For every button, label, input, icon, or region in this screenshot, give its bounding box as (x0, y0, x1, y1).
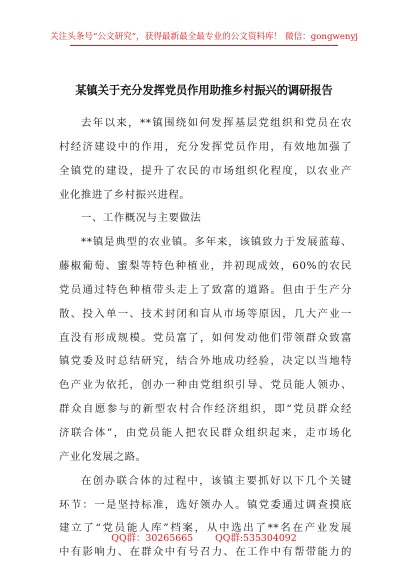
header-divider (70, 45, 338, 46)
body-line: 村经济建设中的作用，充分发挥党员作用，有效地加强了 (59, 140, 352, 153)
body-line: 业化推进了乡村振兴进程。 (59, 188, 191, 201)
footer-qq-group-2: QQ群:535304092 (215, 533, 297, 544)
body-line: 建立了“党员能人库”档案，从中选出了**名在产业发展 (59, 522, 352, 535)
body-line: 环节：一是坚持标准，选好领办人。镇党委通过调查摸底 (59, 498, 352, 511)
footer-qq-group-1: QQ群：30265665 (111, 533, 194, 544)
body-line: 产业化发展之路。 (59, 450, 147, 463)
body-line: 中有影响力、在群众中有号召力、在工作中有帮带能力的 (59, 546, 352, 559)
body-line: 党员通过特色种植带头走上了致富的道路。但由于生产分 (59, 283, 352, 296)
body-line: 全镇党的建设，提升了农民的市场组织化程度，以农业产 (59, 164, 352, 177)
body-line: 散、投入单一、技术封闭和盲从市场等原因，几大产业一 (59, 307, 352, 320)
body-line: 去年以来，**镇围绕如何发挥基层党组织和党员在农 (81, 117, 352, 129)
body-line: **镇是典型的农业镇。多年来，该镇致力于发展蓝莓、 (81, 236, 352, 249)
document-body (59, 112, 352, 565)
body-line: 在创办联合体的过程中，该镇主要抓好以下几个关键 (81, 474, 352, 487)
body-line: 直没有形成规模。党员富了，如何发动他们带领群众致富 (59, 331, 352, 344)
document-title: 某镇关于充分发挥党员作用助推乡村振兴的调研报告 (75, 83, 333, 97)
body-line: 藤椒葡萄、蜜梨等特色种植业，并初现成效，60%的农民 (59, 260, 352, 273)
section-heading: 一、工作概况与主要做法 (81, 212, 202, 225)
body-line: 镇党委及时总结研究，结合外地成功经验，决定以当地特 (59, 355, 352, 368)
body-line: 群众自愿参与的新型农村合作经济组织，即“党员群众经 (59, 403, 352, 416)
footer-contact (0, 530, 408, 544)
body-line: 色产业为依托，创办一种由党组织引导、党员能人领办、 (59, 379, 352, 392)
header-note: 关注头条号“公文研究”，获得最新最全最专业的公文资料库！ 微信：gongwenyj (50, 32, 358, 42)
body-line: 济联合体”，由党员能人把农民群众组织起来，走市场化 (59, 426, 352, 439)
